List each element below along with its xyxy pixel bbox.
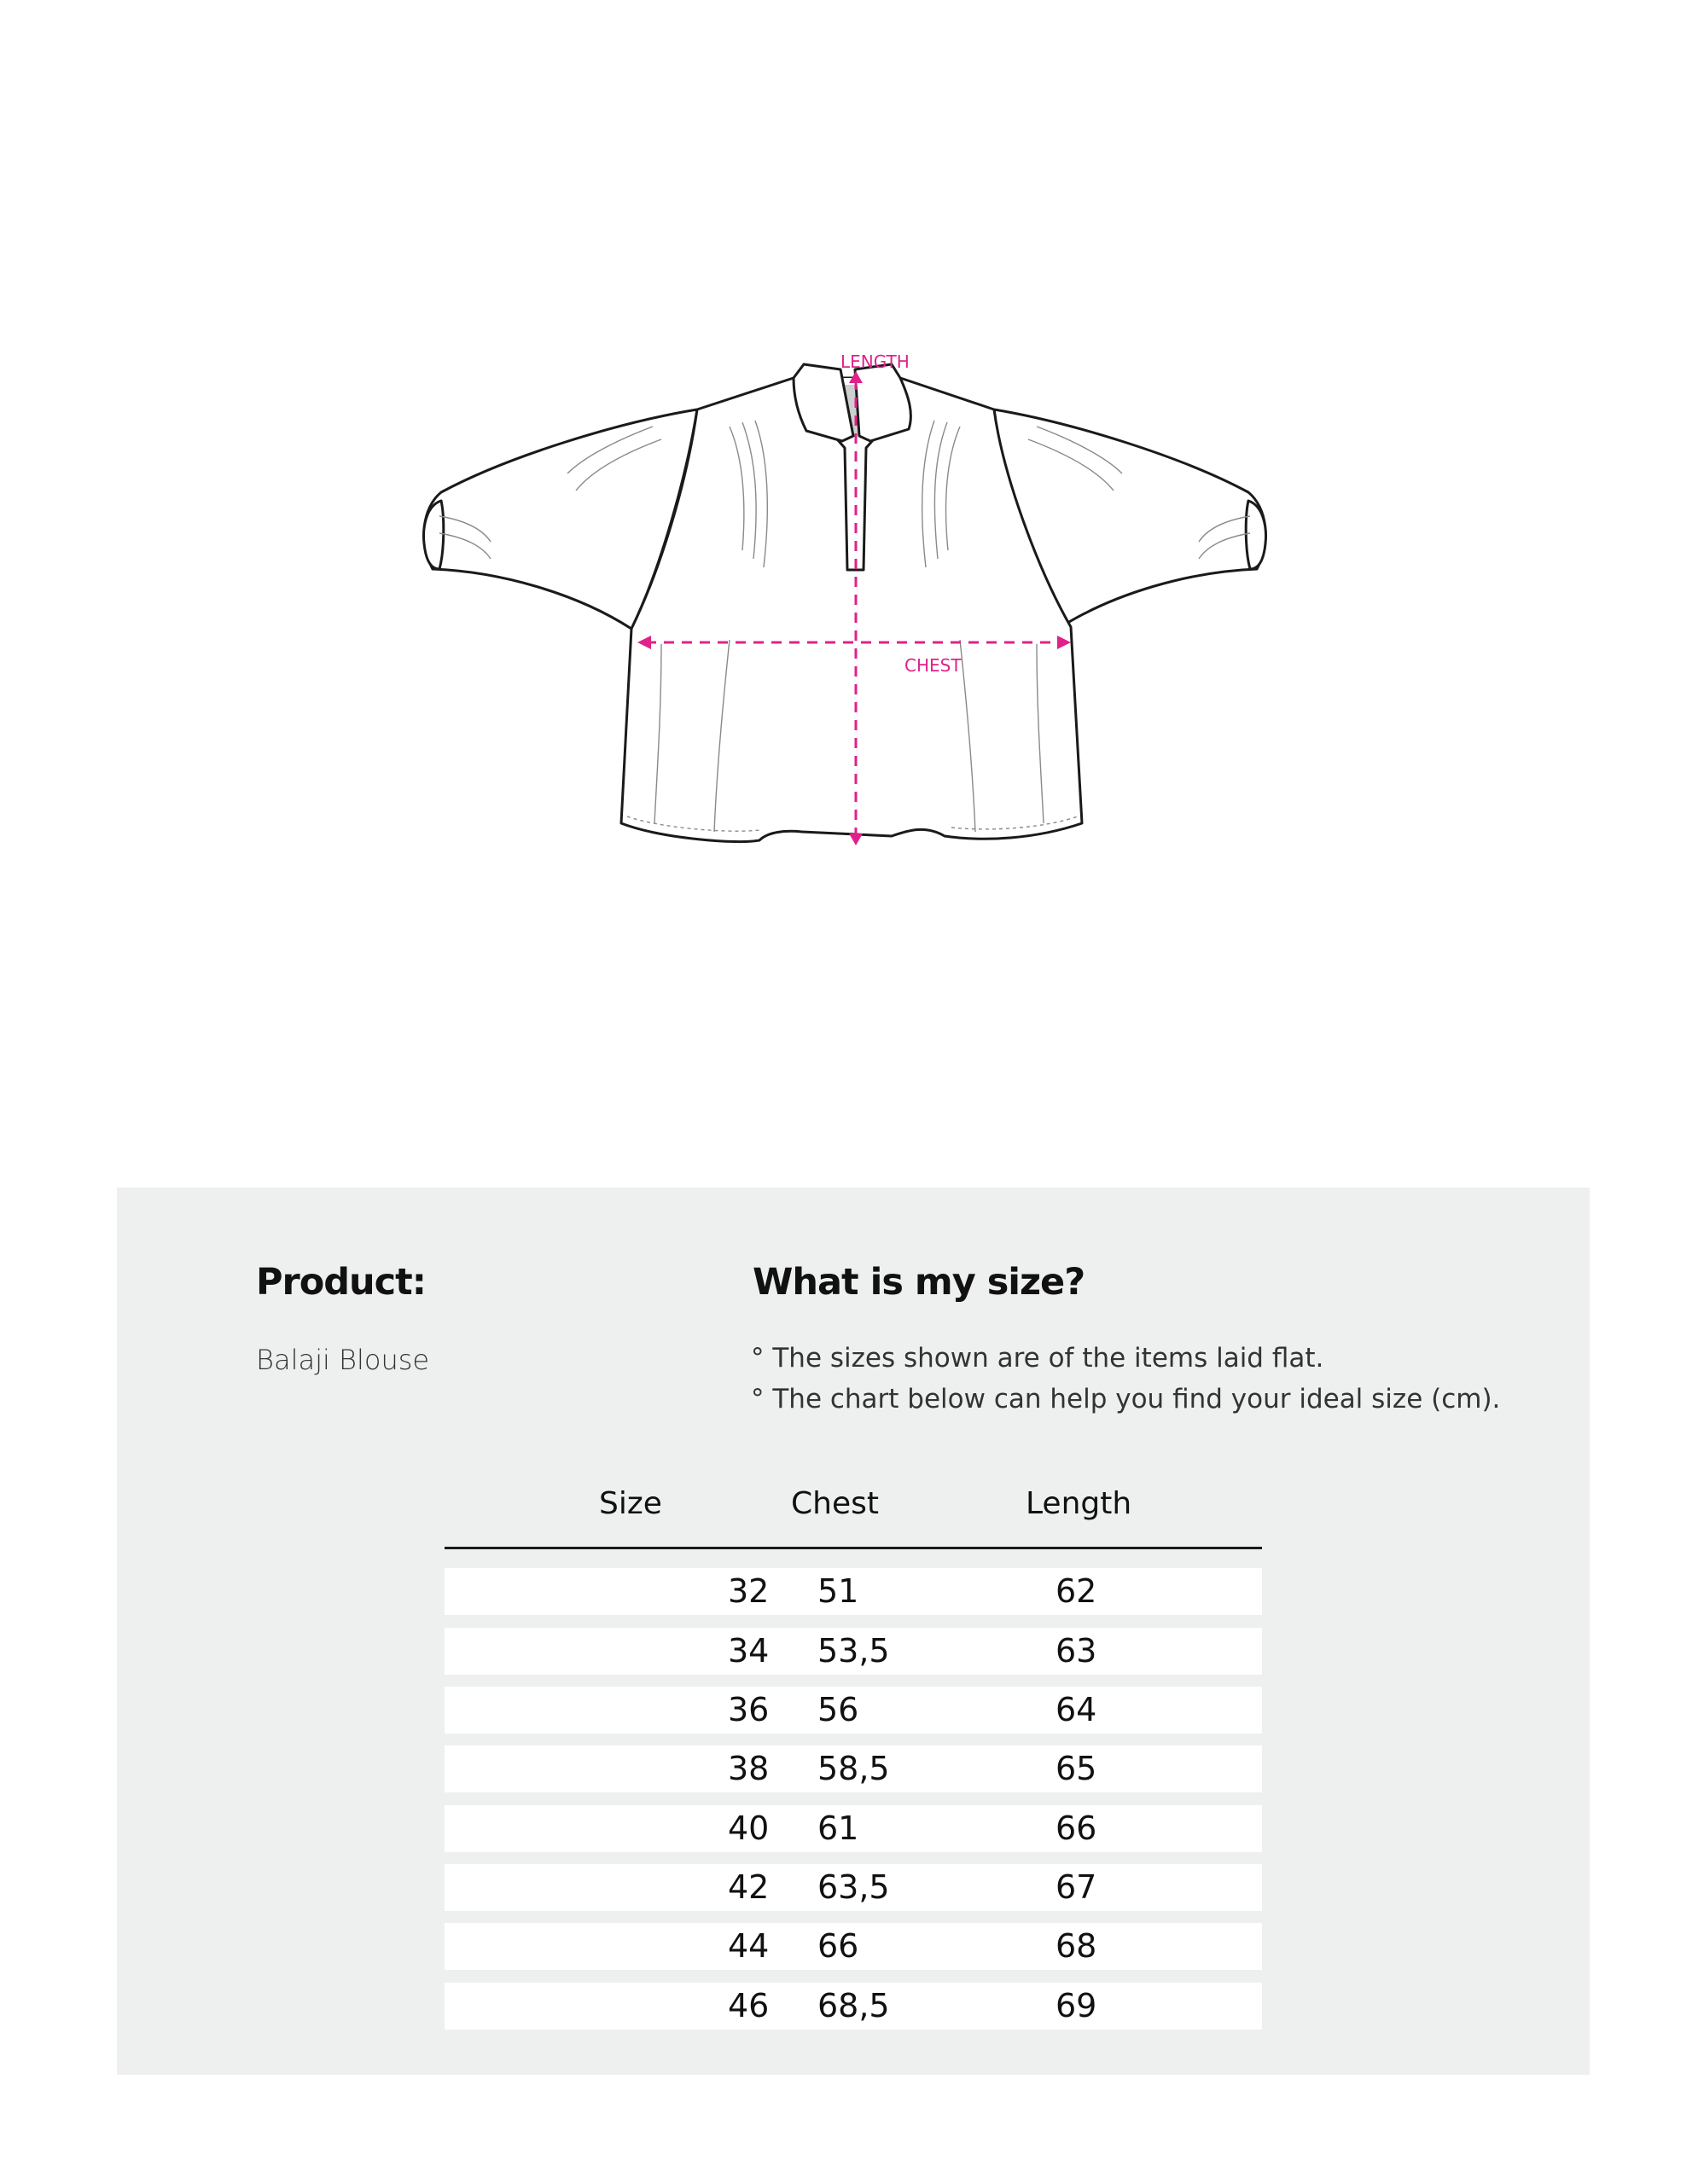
length-cell: 65	[1056, 1750, 1097, 1787]
length-cell: 62	[1056, 1572, 1097, 1610]
length-cell: 68	[1056, 1927, 1097, 1965]
chest-cell: 51	[817, 1572, 859, 1610]
table-row	[445, 1745, 1262, 1792]
table-row	[445, 1628, 1262, 1675]
chest-cell: 66	[817, 1927, 859, 1965]
size-question-heading: What is my size?	[753, 1261, 1085, 1304]
chest-cell: 56	[817, 1691, 859, 1728]
size-note: ° The sizes shown are of the items laid flat.	[751, 1343, 1324, 1374]
length-cell: 67	[1056, 1868, 1097, 1906]
size-cell: 40	[728, 1809, 770, 1847]
chest-cell: 63,5	[817, 1868, 890, 1906]
chest-label: CHEST	[904, 655, 962, 676]
table-row	[445, 1983, 1262, 2030]
table-row	[445, 1923, 1262, 1970]
size-guide-panel	[117, 1188, 1590, 2075]
chest-cell: 53,5	[817, 1632, 890, 1670]
length-cell: 66	[1056, 1809, 1097, 1847]
column-header-size: Size	[599, 1486, 662, 1521]
product-name: Balaji Blouse	[256, 1344, 430, 1376]
column-header-length: Length	[1026, 1486, 1132, 1521]
size-note: ° The chart below can help you find your ideal size (cm).	[751, 1384, 1501, 1414]
size-cell: 32	[728, 1572, 770, 1610]
table-row	[445, 1864, 1262, 1911]
table-row	[445, 1568, 1262, 1615]
length-label: LENGTH	[840, 351, 910, 372]
length-cell: 64	[1056, 1691, 1097, 1728]
table-row	[445, 1687, 1262, 1734]
header-divider	[445, 1547, 1262, 1549]
chest-cell: 58,5	[817, 1750, 890, 1787]
product-heading: Product:	[256, 1261, 426, 1304]
chest-cell: 61	[817, 1809, 859, 1847]
length-cell: 63	[1056, 1632, 1097, 1670]
size-cell: 38	[728, 1750, 770, 1787]
table-row	[445, 1805, 1262, 1852]
column-header-chest: Chest	[791, 1486, 879, 1521]
size-cell: 36	[728, 1691, 770, 1728]
length-cell: 69	[1056, 1987, 1097, 2024]
size-cell: 44	[728, 1927, 770, 1965]
size-cell: 42	[728, 1868, 770, 1906]
chest-cell: 68,5	[817, 1987, 890, 2024]
size-cell: 46	[728, 1987, 770, 2024]
right-collar	[855, 364, 910, 441]
blouse-diagram	[405, 346, 1301, 857]
size-cell: 34	[728, 1632, 770, 1670]
